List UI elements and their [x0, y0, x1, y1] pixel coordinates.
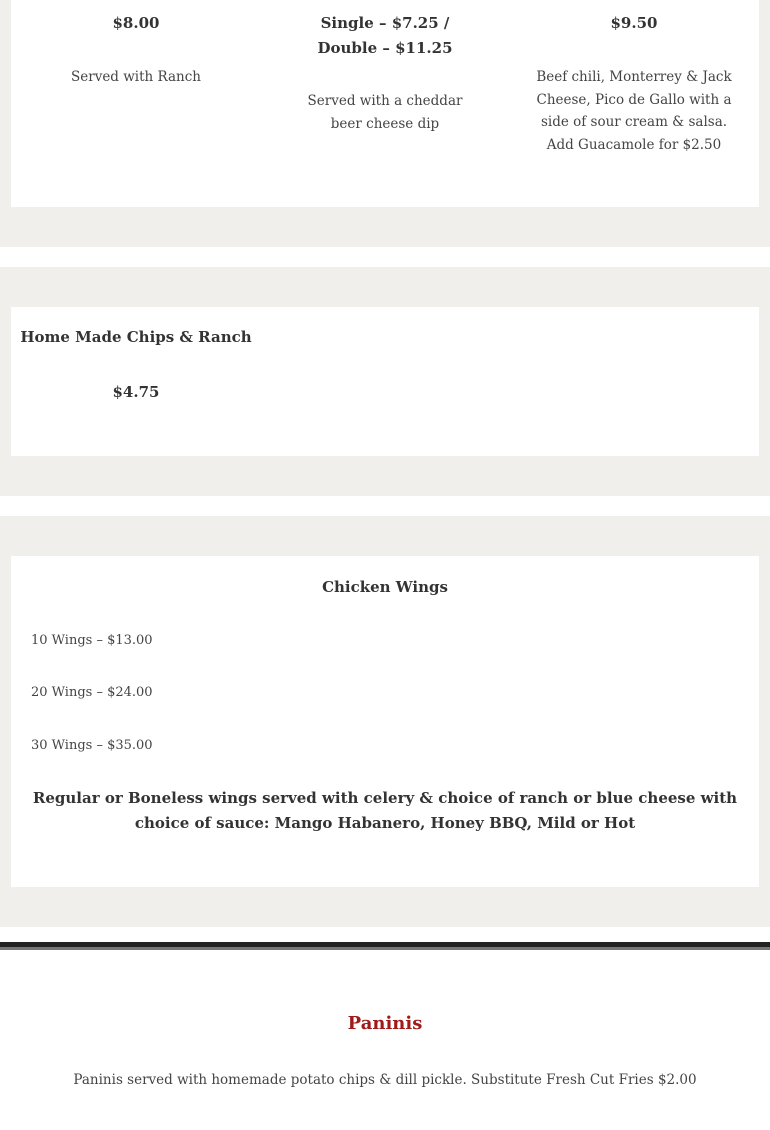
menu-item-price: $8.00	[112, 14, 160, 32]
menu-item-price: Single – $7.25 / Double – $11.25	[317, 14, 453, 57]
menu-item-2	[269, 11, 501, 135]
menu-item-title: Home Made Chips & Ranch	[20, 328, 252, 346]
menu-item-price: $4.75	[112, 383, 160, 401]
chips-card	[11, 307, 759, 456]
appetizers-card	[11, 0, 759, 207]
section-divider-shadow	[0, 947, 770, 950]
wings-title: Chicken Wings	[322, 578, 448, 596]
menu-item-description: Served with Ranch	[71, 69, 201, 85]
menu-item-3	[519, 11, 749, 156]
menu-item-description: Beef chili, Monterrey & Jack Cheese, Pico de Gallo with a side of sour cream & salsa. Add Guacamole for $2.50	[536, 69, 732, 153]
section-subtitle-paninis: Paninis served with homemade potato chips & dill pickle. Substitute Fresh Cut Fries $2.00	[73, 1072, 697, 1088]
wings-option: 30 Wings – $35.00	[31, 738, 153, 753]
wings-option: 10 Wings – $13.00	[31, 633, 153, 648]
wings-card	[11, 556, 759, 887]
menu-item-1	[20, 11, 252, 89]
wings-option: 20 Wings – $24.00	[31, 685, 153, 700]
section-title-paninis: Paninis	[347, 1013, 423, 1034]
wings-note: Regular or Boneless wings served with celery & choice of ranch or blue cheese with choice of sauce: Mango Habanero, Honey BBQ, Mild or Hot	[32, 789, 738, 832]
menu-item-description: Served with a cheddar beer cheese dip	[307, 93, 463, 132]
menu-item-chips	[20, 326, 252, 405]
menu-item-price: $9.50	[610, 14, 658, 32]
